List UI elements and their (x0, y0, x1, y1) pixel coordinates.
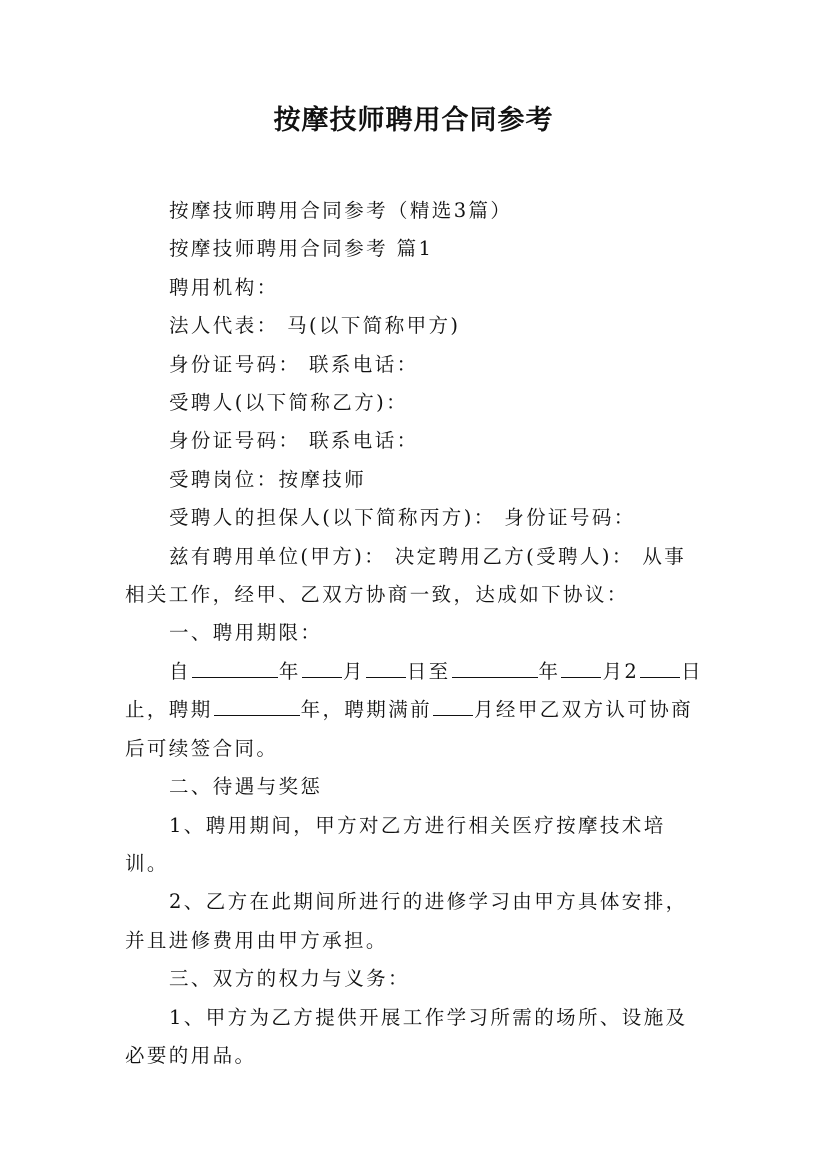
paragraph-legal-rep: 法人代表： 马(以下简称甲方) (169, 314, 461, 338)
blank-line (192, 660, 278, 678)
paragraph-agreement-intro: 兹有聘用单位(甲方)： 决定聘用乙方(受聘人)： 从事相关工作，经甲、乙双方协商一致，达成如下协议： (125, 544, 687, 607)
term-text: 日止，聘期 (125, 659, 704, 722)
paragraph-employer: 聘用机构： (169, 275, 279, 299)
paragraph-term-heading: 一、聘用期限： (169, 621, 323, 645)
paragraph-id-phone-2: 身份证号码： 联系电话： (169, 429, 419, 453)
paragraph-benefits-heading: 二、待遇与奖惩 (169, 775, 323, 799)
term-text: 年 (538, 659, 561, 683)
paragraph-position: 受聘岗位：按摩技师 (169, 467, 367, 491)
paragraph-benefits-1: 1、聘用期间，甲方对乙方进行相关医疗按摩技术培训。 (125, 813, 666, 875)
paragraph-term-dates (125, 653, 705, 768)
term-text: 月 (342, 659, 365, 683)
paragraph-benefits-2: 2、乙方在此期间所进行的进修学习由甲方具体安排，并且进修费用由甲方承担。 (125, 890, 688, 952)
paragraph-rights-1: 1、甲方为乙方提供开展工作学习所需的场所、设施及必要的用品。 (125, 1005, 688, 1067)
document-body (125, 192, 705, 1075)
paragraph-rights-heading: 三、双方的权力与义务： (169, 967, 410, 991)
term-text: 自 (169, 659, 191, 683)
term-text: 月2 (602, 659, 640, 683)
paragraph-employee: 受聘人(以下简称乙方)： (169, 391, 409, 415)
blank-line (561, 660, 601, 678)
blank-line (433, 698, 473, 716)
blank-line (302, 660, 342, 678)
paragraph-subtitle: 按摩技师聘用合同参考（精选3篇） (169, 199, 513, 222)
term-text: 年 (278, 659, 301, 683)
blank-line (214, 698, 300, 716)
paragraph-guarantor: 受聘人的担保人(以下简称丙方)： 身份证号码： (169, 506, 636, 530)
blank-line (640, 660, 680, 678)
blank-line (452, 660, 538, 678)
term-text: 月经甲乙双方认可协商后可续签合同。 (125, 698, 694, 760)
paragraph-id-phone-1: 身份证号码： 联系电话： (169, 352, 419, 376)
blank-line (366, 660, 406, 678)
document-title: 按摩技师聘用合同参考 (273, 105, 554, 136)
term-text: 年，聘期满前 (300, 698, 433, 722)
paragraph-section-heading: 按摩技师聘用合同参考 篇1 (169, 237, 434, 261)
term-text: 日至 (406, 659, 451, 683)
